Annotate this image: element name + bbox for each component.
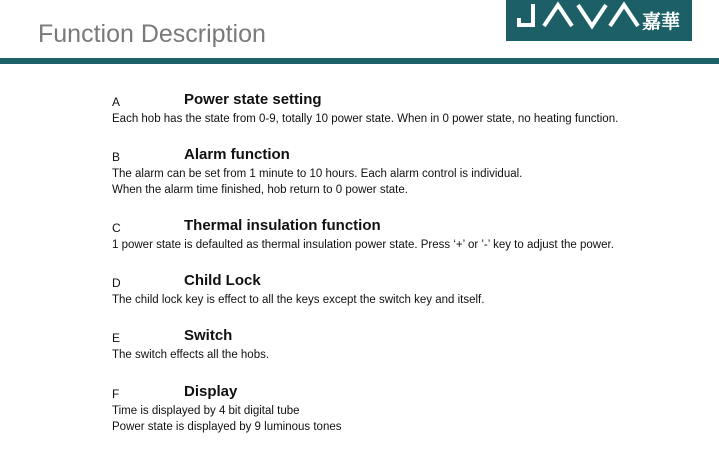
section-display <box>112 383 712 435</box>
section-text: The child lock key is effect to all the keys except the switch key and itself. <box>112 294 485 306</box>
section-letter: F <box>112 387 120 401</box>
java-logo <box>506 0 692 41</box>
section-letter: A <box>112 95 121 109</box>
section-letter: D <box>112 276 121 290</box>
section-text: Time is displayed by 4 bit digital tube <box>112 405 300 417</box>
section-title: Child Lock <box>184 272 261 289</box>
section-letter: B <box>112 150 121 164</box>
section-switch <box>112 327 712 363</box>
section-child-lock <box>112 272 712 308</box>
page-title: Function Description <box>38 20 266 48</box>
section-text: The alarm can be set from 1 minute to 10 hours. Each alarm control is individual. <box>112 168 523 180</box>
section-letter: E <box>112 331 121 345</box>
logo-chinese-text: 嘉華 <box>642 11 681 33</box>
section-text: When the alarm time finished, hob return to 0 power state. <box>112 184 408 196</box>
section-power-state <box>112 91 712 127</box>
section-text: The switch effects all the hobs. <box>112 349 270 361</box>
section-text: Each hob has the state from 0-9, totally 10 power state. When in 0 power state, no heating function. <box>112 113 619 125</box>
section-title: Display <box>184 383 238 400</box>
section-title: Thermal insulation function <box>184 217 381 234</box>
section-text: Power state is displayed by 9 luminous tones <box>112 421 342 433</box>
section-title: Power state setting <box>184 91 322 108</box>
section-text: 1 power state is defaulted as thermal insulation power state. Press ‘+’ or ’-’ key to adjust the power. <box>112 239 614 251</box>
section-title: Alarm function <box>184 146 290 163</box>
section-letter: C <box>112 221 121 235</box>
section-title: Switch <box>184 327 233 344</box>
section-alarm <box>112 146 712 198</box>
section-thermal-insulation <box>112 217 712 253</box>
